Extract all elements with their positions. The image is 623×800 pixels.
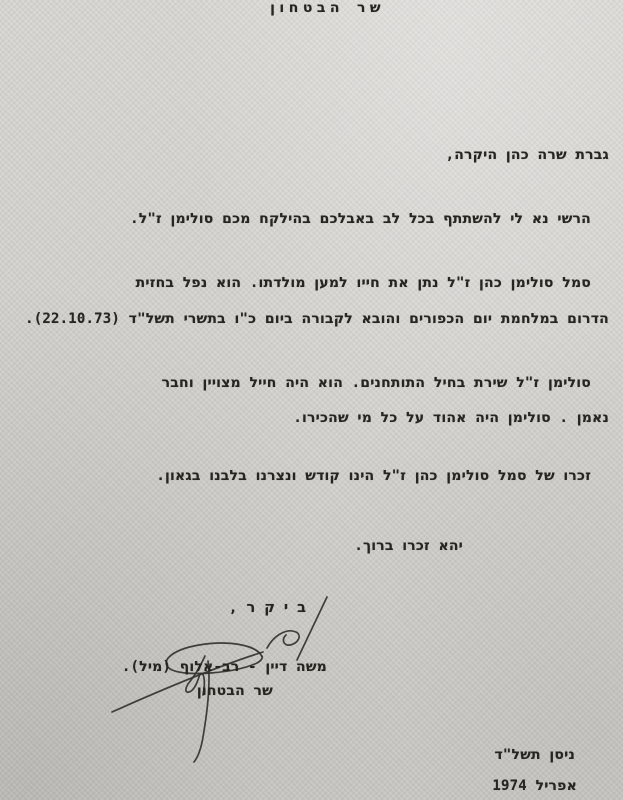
body-paragraph-4: זכרו של סמל סולימן כהן ז"ל הינו קודש ונצרנו בלבנו בגאון. bbox=[156, 468, 591, 484]
letterhead-ministry-title: שר הבטחון bbox=[270, 0, 385, 16]
salutation-line: גברת שרה כהן היקרה, bbox=[445, 147, 609, 163]
moshe-dayan-signature-icon bbox=[95, 585, 355, 775]
body-paragraph-1: הרשי נא לי להשתתף בכל לב באבלכם בהילקח מכם סולימן ז"ל. bbox=[130, 211, 591, 227]
signer-title-line: שר הבטחון bbox=[196, 683, 273, 699]
valediction-line: ביקר, bbox=[228, 600, 315, 616]
gregorian-date-line: אפריל 1974 bbox=[492, 778, 577, 794]
signer-name-line: משה דיין - רב-אלוף (מיל). bbox=[121, 659, 327, 675]
body-paragraph-5: יהא זכרו ברוך. bbox=[354, 538, 463, 554]
hebrew-date-line: ניסן תשל"ד bbox=[494, 747, 575, 763]
body-paragraph-3-line-1: סולימן ז"ל שירת בחיל התותחנים. הוא היה חייל מצויין וחבר bbox=[161, 375, 591, 391]
body-paragraph-2-line-2: הדרום במלחמת יום הכפורים והובא לקבורה ביום כ"ו בתשרי תשל"ד (22.10.73). bbox=[25, 311, 609, 327]
body-paragraph-3-line-2: נאמן . סולימן היה אהוד על כל מי שהכירו. bbox=[293, 410, 609, 426]
body-paragraph-2-line-1: סמל סולימן כהן ז"ל נתן את חייו למען מולדתו. הוא נפל בחזית bbox=[135, 275, 591, 291]
